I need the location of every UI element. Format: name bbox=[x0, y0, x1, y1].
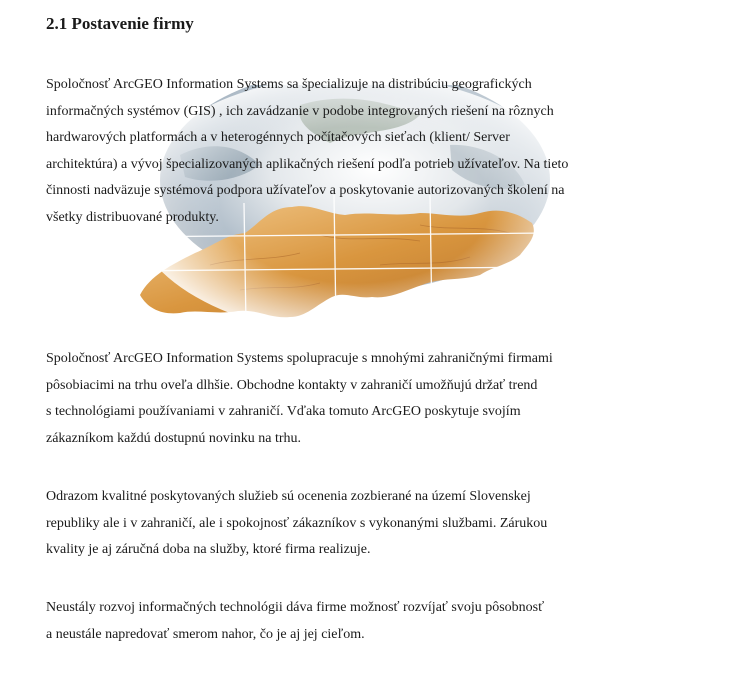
text-line: Spoločnosť ArcGEO Information Systems spolupracuje s mnohými zahraničnými firmami bbox=[46, 351, 553, 366]
text-line: kvality je aj záručná doba na služby, ktoré firma realizuje. bbox=[46, 542, 371, 558]
text-line: a neustále napredovať smerom nahor, čo je aj jej cieľom. bbox=[46, 626, 365, 642]
text-line: činnosti nadväzuje systémová podpora užívateľov a poskytovanie autorizovaných školení na bbox=[46, 183, 565, 199]
text-line: zákazníkom každú dostupnú novinku na trhu. bbox=[46, 430, 302, 446]
text-line: Neustály rozvoj informačných technológii dáva firme možnosť rozvíjať svoju pôsobnosť bbox=[46, 600, 545, 615]
paragraph-cooperation bbox=[46, 346, 666, 452]
text-line: Odrazom kvalitné poskytovaných služieb sú ocenenia zozbierané na území Slovenskej bbox=[46, 489, 531, 504]
text-line: všetky distribuované produkty. bbox=[46, 209, 219, 225]
text-line: architektúra) a vývoj špecializovaných aplikačných riešení podľa potrieb užívateľov. Na tieto bbox=[46, 156, 569, 172]
paragraph-company-overview bbox=[46, 72, 666, 232]
text-line: s technológiami používaniami v zahraničí. Vďaka tomuto ArcGEO poskytuje svojím bbox=[46, 404, 521, 420]
section-heading: 2.1 Postavenie firmy bbox=[46, 14, 194, 33]
text-line: republiky ale i v zahraničí, ale i spokojnosť zákazníkov s vykonanými službami. Zárukou bbox=[46, 515, 548, 531]
text-line: Spoločnosť ArcGEO Information Systems sa špecializuje na distribúciu geografických bbox=[46, 77, 532, 92]
paragraph-development bbox=[46, 595, 666, 648]
text-line: pôsobiacimi na trhu oveľa dlhšie. Obchodne kontakty v zahraničí umožňujú držať trend bbox=[46, 377, 538, 393]
paragraph-quality bbox=[46, 484, 666, 564]
text-line: informačných systémov (GIS) , ich zavádzanie v podobe integrovaných riešení na rôznych bbox=[46, 103, 554, 119]
text-line: hardwarových platformách a v heterogénnych počítačových sieťach (klient/ Server bbox=[46, 130, 510, 146]
